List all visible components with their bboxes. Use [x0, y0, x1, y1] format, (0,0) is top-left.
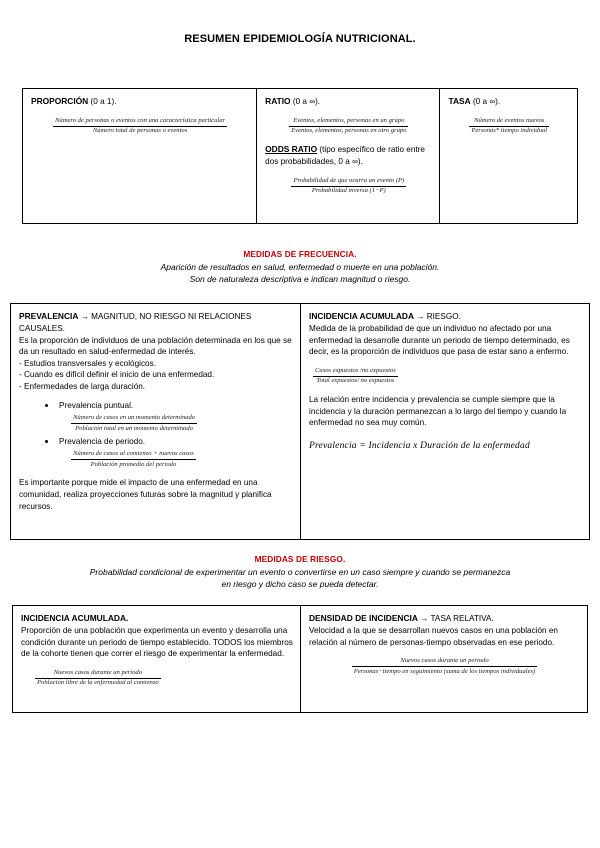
risk-table	[12, 605, 588, 713]
densidad-heading-row	[309, 613, 580, 625]
prevalencia-periodo-formula	[71, 450, 196, 469]
incidencia-acumulada-denominator: Total expuestos/ no expuestos	[316, 377, 395, 385]
prevalencia-dash-3: - Enfermedades de larga duración.	[19, 382, 146, 392]
odds-ratio-heading-row	[265, 144, 432, 168]
ratio-heading: RATIO	[265, 96, 291, 106]
spacer	[309, 386, 582, 394]
densidad-incidencia-denominator: Personas−tiempo en seguimiento (suma de los tiempos individuales)	[353, 667, 536, 675]
prevalencia-puntual-label: Prevalencia puntual.	[59, 400, 134, 410]
incidencia-prevalencia-relation: La relación entre incidencia y prevalencia se cumple siempre que la incidencia y la duración permanezcan a lo largo del tiempo y cuando la enfermedad no sea muy común.	[309, 394, 567, 428]
incidencia-acumulada-heading-row	[309, 311, 582, 323]
spacer	[265, 136, 432, 144]
odds-ratio-formula	[291, 177, 406, 196]
ratio-denominator: Eventos, elementos, personas en otro grupo	[291, 127, 407, 135]
frequency-table	[10, 303, 590, 540]
odds-ratio-denominator: Probabilidad inversa (1−P)	[311, 187, 386, 195]
risk-incidencia-heading: INCIDENCIA ACUMULADA.	[21, 613, 129, 623]
banner-riesgo-line2: en riesgo y dicho caso se pueda detectar.	[221, 579, 379, 590]
page-title: RESUMEN EPIDEMIOLOGÍA NUTRICIONAL.	[184, 33, 416, 45]
odds-ratio-numerator: Probabilidad de que ocurra un evento (P)	[291, 177, 406, 187]
ratio-formula	[289, 117, 408, 136]
proporcion-formula	[53, 117, 227, 136]
cell-incidencia-acumulada-riesgo	[13, 606, 300, 712]
odds-ratio-text: (tipo específico de ratio entre dos probabilidades, 0 a ∞).	[265, 145, 425, 166]
incidencia-acumulada-heading: INCIDENCIA ACUMULADA	[309, 311, 414, 321]
proporcion-numerator: Número de personas o eventos con una característica particular	[53, 117, 227, 127]
prevalencia-puntual-formula	[71, 414, 197, 433]
cell-prevalencia	[11, 304, 300, 539]
tasa-heading-row	[448, 96, 570, 108]
incidencia-acumulada-heading-rest: → RIESGO.	[414, 312, 461, 321]
ratio-heading-row	[265, 96, 432, 108]
measures-table	[22, 88, 578, 224]
densidad-incidencia-definition: Velocidad a la que se desarrollan nuevos casos en una población en relación al número de personas-tiempo observadas en ese periodo.	[309, 625, 558, 647]
incidencia-acumulada-numerator: Casos expuestos /no expuestos	[313, 367, 398, 377]
ratio-numerator: Eventos, elementos, personas en un grupo	[289, 117, 408, 127]
prevalencia-periodo-numerator: Número de casos al comienzo + nuevos casos	[71, 450, 196, 460]
prevalencia-heading-row	[19, 311, 293, 335]
tasa-numerator: Número de eventos nuevos	[469, 117, 549, 127]
risk-incidencia-denominator: Población libre de la enfermedad al comienzo	[37, 679, 159, 687]
tasa-range: (0 a ∞).	[470, 97, 501, 106]
odds-ratio-heading: ODDS RATIO	[265, 144, 318, 155]
proporcion-heading-row	[31, 96, 249, 108]
cell-densidad-incidencia	[300, 606, 587, 712]
risk-incidencia-numerator: Nuevos casos durante un periodo	[35, 669, 161, 679]
prevalencia-dash-2: - Cuando es difícil definir el inicio de una enfermedad.	[19, 370, 215, 380]
banner-riesgo-line1: Probabilidad condicional de experimentar un evento o convertirse en un caso siempre y cuando se permanezca	[89, 567, 511, 577]
densidad-incidencia-heading: DENSIDAD DE INCIDENCIA	[309, 613, 418, 623]
bullet-dot-icon	[45, 440, 48, 443]
proporcion-range: (0 a 1).	[88, 97, 117, 106]
prevalencia-heading-rest: → MAGNITUD, NO RIESGO NI RELACIONES CAUSALES.	[19, 312, 252, 333]
prevalencia-definition: Es la proporción de individuos de una población determinada en los que se da un resultado en salud-enfermedad de interés.	[19, 335, 292, 357]
tasa-heading: TASA	[448, 96, 471, 106]
proporcion-heading: PROPORCIÓN	[31, 96, 89, 106]
incidencia-acumulada-definition: Medida de la probabilidad de que un individuo no afectado por una enfermedad la desarrolle durante un periodo de tiempo determinado, es decir, es la proporción de individuos que pasa de estar sano a enfermo.	[309, 323, 570, 357]
prevalencia-periodo-label: Prevalencia de periodo.	[59, 436, 146, 446]
list-item	[19, 400, 293, 434]
ratio-range: (0 a ∞).	[290, 97, 321, 106]
banner-riesgo-title: MEDIDAS DE RIESGO.	[254, 554, 346, 564]
prevalencia-heading: PREVALENCIA	[19, 311, 79, 321]
risk-incidencia-heading-row	[21, 613, 293, 625]
prevalencia-closing: Es importante porque mide el impacto de una enfermedad en una comunidad, realiza proyecciones futuras sobre la magnitud y planifica recursos.	[19, 478, 272, 511]
tasa-formula	[469, 117, 549, 136]
list-item	[19, 436, 293, 470]
densidad-incidencia-formula	[352, 657, 538, 676]
cell-proporcion	[23, 89, 256, 223]
prevalencia-puntual-numerator: Número de casos en un momento determinado	[71, 414, 197, 424]
proporcion-denominator: Número total de personas o eventos	[92, 127, 188, 135]
tasa-denominator: Personas* tiempo individual	[471, 127, 548, 135]
densidad-incidencia-heading-rest: → TASA RELATIVA.	[417, 614, 494, 623]
cell-incidencia-acumulada-frecuencia	[300, 304, 589, 539]
banner-frecuencia-line2: Son de naturaleza descriptiva e indican magnitud o riesgo.	[189, 274, 411, 285]
cell-ratio	[256, 89, 439, 223]
prevalencia-periodo-denominator: Población promedio del periodo	[90, 460, 177, 468]
cell-tasa	[439, 89, 577, 223]
prevalencia-types-list	[19, 400, 293, 470]
risk-incidencia-definition: Proporción de una población que experimenta un evento y desarrolla una condición durante un periodo de tiempo establecido. TODOS los miembros de la cohorte tienen que correr el riesgo de experimentar la enfermedad.	[21, 625, 293, 659]
prevalencia-dash-1: - Estudios transversales y ecológicos.	[19, 358, 156, 368]
banner-frecuencia-title: MEDIDAS DE FRECUENCIA.	[243, 249, 357, 259]
section-banner-riesgo	[0, 554, 600, 591]
incidencia-acumulada-formula	[313, 367, 398, 386]
section-banner-frecuencia	[0, 249, 600, 286]
bullet-dot-icon	[45, 404, 48, 407]
densidad-incidencia-numerator: Nuevos casos durante un periodo	[352, 657, 538, 667]
banner-frecuencia-line1: Aparición de resultados en salud, enfermedad o muerte en una población.	[160, 262, 440, 272]
prevalencia-puntual-denominator: Población total en un momento determinado	[75, 424, 193, 432]
prevalencia-incidencia-formula: Prevalencia = Incidencia x Duración de la enfermedad	[309, 440, 530, 451]
risk-incidencia-formula	[35, 669, 161, 688]
